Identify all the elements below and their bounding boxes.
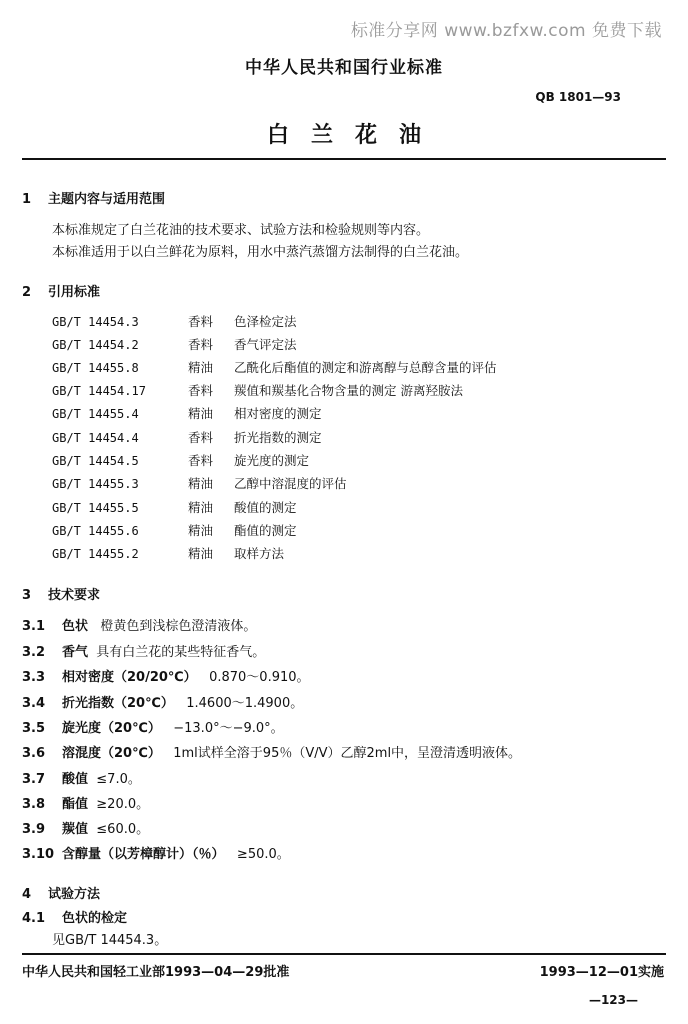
reference-code: GB/T 14455.6 — [52, 524, 139, 538]
section-title: 主题内容与适用范围 — [48, 192, 166, 207]
reference-title: 香气评定法 — [234, 337, 297, 352]
approval-line: 中华人民共和国轻工业部1993—04—29批准 — [22, 965, 290, 980]
section-number: 2 — [22, 285, 32, 300]
reference-code: GB/T 14455.3 — [52, 477, 139, 491]
requirement-label: 相对密度（20/20℃） — [62, 670, 197, 685]
requirement-number: 3.5 — [22, 721, 46, 736]
reference-code: GB/T 14454.5 — [52, 454, 139, 468]
reference-item — [52, 381, 463, 399]
requirement-item — [22, 768, 141, 787]
subsection-title: 色状的检定 — [62, 911, 128, 926]
reference-category: 精油 — [188, 523, 214, 538]
requirement-label: 色状 — [62, 619, 89, 634]
reference-item — [52, 335, 297, 353]
section-title: 引用标准 — [48, 285, 101, 300]
requirement-label: 酯值 — [62, 797, 89, 812]
requirement-label: 酸值 — [62, 772, 89, 787]
section-1-heading — [22, 188, 165, 207]
reference-category: 精油 — [188, 406, 214, 421]
requirement-number: 3.9 — [22, 822, 46, 837]
document-title: 白兰花油 — [266, 123, 443, 148]
requirement-label: 羰值 — [62, 822, 89, 837]
page-number: —123— — [588, 993, 638, 1007]
requirement-number: 3.10 — [22, 847, 55, 862]
requirement-item — [22, 717, 284, 736]
reference-title: 相对密度的测定 — [234, 406, 322, 421]
reference-title: 乙醇中溶混度的评估 — [234, 476, 347, 491]
requirement-value: 0.870～0.910。 — [209, 670, 310, 685]
requirement-value: 1.4600～1.4900。 — [186, 696, 304, 711]
reference-item — [52, 544, 284, 562]
reference-category: 精油 — [188, 360, 214, 375]
reference-category: 精油 — [188, 546, 214, 561]
reference-item — [52, 451, 309, 469]
org-title: 中华人民共和国行业标准 — [245, 58, 443, 78]
requirement-item — [22, 615, 256, 634]
title-rule — [22, 158, 666, 160]
requirement-value: ≥20.0。 — [96, 797, 150, 812]
reference-category: 精油 — [188, 500, 214, 515]
paragraph: 见GB/T 14454.3。 — [52, 933, 168, 948]
reference-title: 乙酰化后酯值的测定和游离醇与总醇含量的评估 — [234, 360, 497, 375]
reference-item — [52, 312, 297, 330]
reference-title: 折光指数的测定 — [234, 430, 322, 445]
requirement-label: 含醇量（以芳樟醇计）（％） — [62, 847, 225, 862]
requirement-value: 1ml试样全溶于95％（V/V）乙醇2ml中，呈澄清透明液体。 — [173, 746, 522, 761]
reference-code: GB/T 14454.4 — [52, 431, 139, 445]
reference-title: 色泽检定法 — [234, 314, 297, 329]
reference-title: 旋光度的测定 — [234, 453, 310, 468]
requirement-label: 折光指数（20℃） — [62, 696, 174, 711]
requirement-number: 3.1 — [22, 619, 46, 634]
reference-code: GB/T 14455.8 — [52, 361, 139, 375]
reference-category: 香料 — [188, 453, 214, 468]
reference-category: 香料 — [188, 383, 214, 398]
requirement-number: 3.8 — [22, 797, 46, 812]
subsection-heading — [22, 907, 127, 926]
requirement-item — [22, 818, 149, 837]
requirement-item — [22, 641, 265, 660]
subsection-number: 4.1 — [22, 911, 46, 926]
requirement-number: 3.2 — [22, 645, 46, 660]
watermark: 标准分享网 www.bzfxw.com 免费下载 — [350, 21, 662, 41]
section-title: 技术要求 — [48, 588, 101, 603]
requirement-number: 3.6 — [22, 746, 46, 761]
footer-rule — [22, 953, 666, 955]
reference-title: 取样方法 — [234, 546, 285, 561]
reference-code: GB/T 14454.3 — [52, 315, 139, 329]
requirement-value: ≤7.0。 — [96, 772, 141, 787]
requirement-number: 3.3 — [22, 670, 46, 685]
section-3-heading — [22, 584, 100, 603]
section-title: 试验方法 — [48, 887, 101, 902]
reference-code: GB/T 14454.2 — [52, 338, 139, 352]
reference-item — [52, 474, 347, 492]
requirement-label: 香气 — [62, 645, 89, 660]
reference-item — [52, 521, 297, 539]
requirement-value: 橙黄色到浅棕色澄清液体。 — [100, 619, 257, 634]
requirement-item — [22, 742, 521, 761]
reference-item — [52, 428, 322, 446]
section-4-heading — [22, 883, 100, 902]
section-number: 4 — [22, 887, 32, 902]
reference-code: GB/T 14454.17 — [52, 384, 146, 398]
requirement-number: 3.4 — [22, 696, 46, 711]
requirement-item — [22, 843, 290, 862]
section-2-heading — [22, 281, 100, 300]
reference-category: 香料 — [188, 430, 214, 445]
reference-category: 精油 — [188, 476, 214, 491]
standard-code: QB 1801—93 — [535, 90, 621, 104]
section-number: 3 — [22, 588, 32, 603]
reference-item — [52, 358, 497, 376]
requirement-item — [22, 666, 310, 685]
reference-title: 羰值和羰基化合物含量的测定 游离羟胺法 — [234, 383, 463, 398]
requirement-label: 溶混度（20℃） — [62, 746, 161, 761]
reference-code: GB/T 14455.5 — [52, 501, 139, 515]
paragraph: 本标准适用于以白兰鲜花为原料，用水中蒸汽蒸馏方法制得的白兰花油。 — [52, 245, 469, 260]
reference-item — [52, 498, 297, 516]
reference-title: 酸值的测定 — [234, 500, 297, 515]
reference-code: GB/T 14455.4 — [52, 407, 139, 421]
implementation-date: 1993—12—01实施 — [539, 965, 664, 980]
reference-code: GB/T 14455.2 — [52, 547, 139, 561]
reference-item — [52, 404, 322, 422]
requirement-item — [22, 793, 149, 812]
requirement-number: 3.7 — [22, 772, 46, 787]
reference-category: 香料 — [188, 337, 214, 352]
reference-category: 香料 — [188, 314, 214, 329]
requirement-value: ≤60.0。 — [96, 822, 150, 837]
requirement-value: −13.0°～−9.0°。 — [173, 721, 284, 736]
requirement-value: ≥50.0。 — [236, 847, 290, 862]
requirement-item — [22, 692, 303, 711]
reference-title: 酯值的测定 — [234, 523, 297, 538]
requirement-value: 具有白兰花的某些特征香气。 — [96, 645, 266, 660]
section-number: 1 — [22, 192, 32, 207]
paragraph: 本标准规定了白兰花油的技术要求、试验方法和检验规则等内容。 — [52, 223, 430, 238]
requirement-label: 旋光度（20℃） — [62, 721, 161, 736]
